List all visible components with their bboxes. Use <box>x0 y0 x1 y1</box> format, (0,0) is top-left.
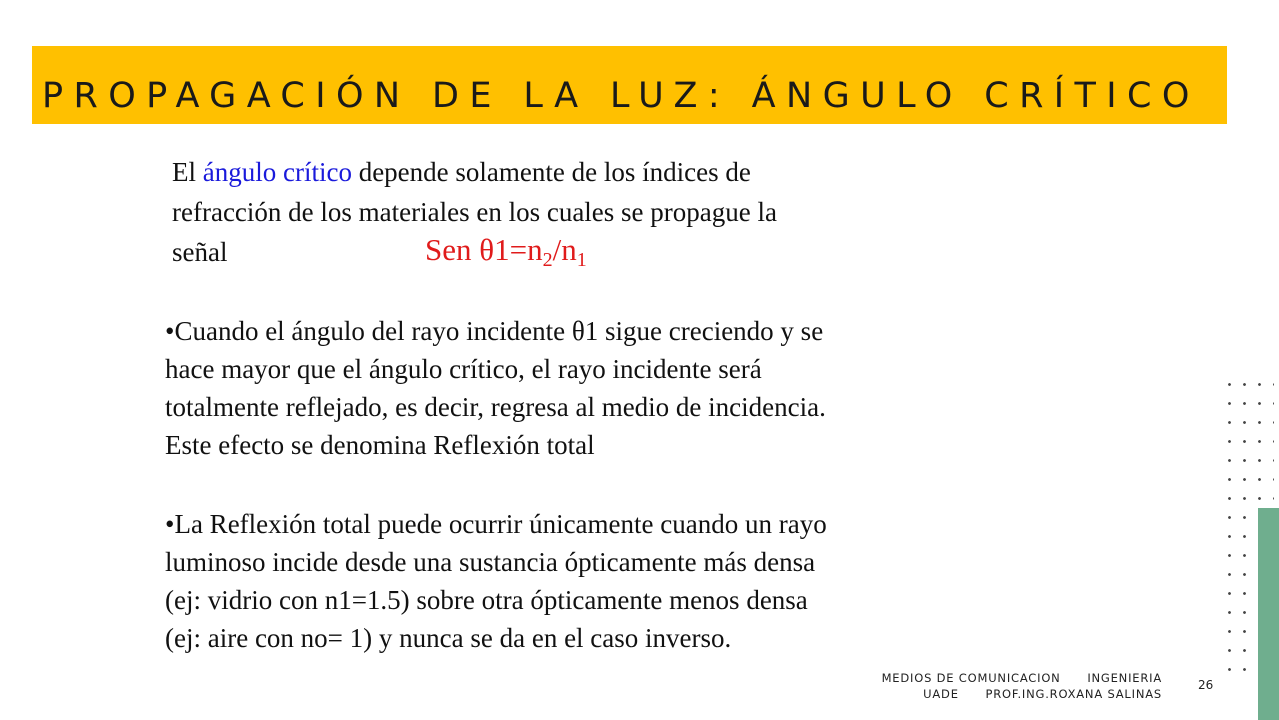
decorative-accent-bar <box>1258 508 1279 720</box>
intro-prefix: El <box>172 157 203 187</box>
formula-main: Sen θ1=n <box>425 232 543 267</box>
paragraph-conditions <box>165 505 965 657</box>
paragraph-1-line: •Cuando el ángulo del rayo incidente θ1 sigue creciendo y se <box>165 316 824 346</box>
critical-angle-formula <box>425 232 587 271</box>
paragraph-2-line: (ej: aire con no= 1) y nunca se da en el caso inverso. <box>165 623 732 653</box>
footer-text <box>882 670 1162 702</box>
footer-line-1: MEDIOS DE COMUNICACION INGENIERIA <box>881 671 1162 685</box>
page-number: 26 <box>1198 678 1214 692</box>
paragraph-total-reflection <box>165 312 965 464</box>
paragraph-2-line: luminoso incide desde una sustancia ópticamente más densa <box>165 547 816 577</box>
formula-sub-1: 2 <box>542 249 553 271</box>
intro-line-2: refracción de los materiales en los cuales se propague la <box>172 197 777 227</box>
paragraph-2-line: •La Reflexión total puede ocurrir únicamente cuando un rayo <box>165 509 827 539</box>
slide-title: PROPAGACIÓN DE LA LUZ: ÁNGULO CRÍTICO <box>42 76 1200 116</box>
intro-line-3: señal <box>172 237 228 267</box>
formula-sub-2: 1 <box>576 249 587 271</box>
paragraph-2-line: (ej: vidrio con n1=1.5) sobre otra ópticamente menos densa <box>165 585 808 615</box>
paragraph-1-line: hace mayor que el ángulo crítico, el rayo incidente será <box>165 354 762 384</box>
formula-divisor: /n <box>552 232 577 267</box>
intro-line-1 <box>172 152 932 192</box>
footer-line-2: UADE PROF.ING.ROXANA SALINAS <box>923 687 1162 701</box>
intro-rest: depende solamente de los índices de <box>351 157 751 187</box>
critical-angle-highlight: ángulo crítico <box>202 157 352 187</box>
title-bar <box>32 46 1227 124</box>
paragraph-1-line: Este efecto se denomina Reflexión total <box>165 430 595 460</box>
paragraph-1-line: totalmente reflejado, es decir, regresa al medio de incidencia. <box>165 392 826 422</box>
